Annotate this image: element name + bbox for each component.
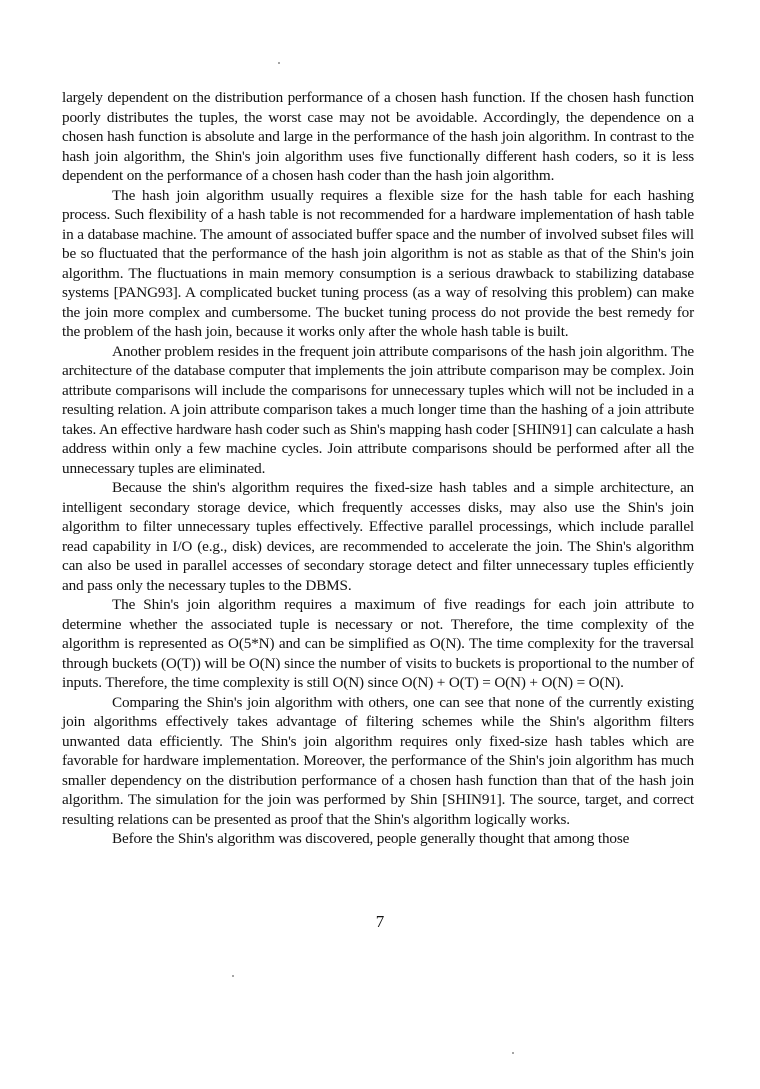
document-body [62,88,694,849]
paragraph-7: Before the Shin's algorithm was discovered, people generally thought that among those [112,830,630,847]
paragraph-1: largely dependent on the distribution performance of a chosen hash function. If the chosen hash function poorly distributes the tuples, the worst case may not be avoidable. Accordingly, the dependence on a chosen hash function is absolute and large in the performance of the hash join algorithm. In contrast to the hash join algorithm, the Shin's join algorithm uses five functionally different hash coders, so it is less dependent on the performance of a chosen hash coder than the hash join algorithm. [62,89,694,184]
page-number: 7 [375,912,385,931]
scan-speck [512,1052,514,1054]
scan-speck [278,62,280,64]
paragraph-4: Because the shin's algorithm requires the fixed-size hash tables and a simple architecture, an intelligent secondary storage device, which frequently accesses disks, may also use the Shin's join algorithm to filter unnecessary tuples effectively. Effective parallel processings, which include parallel read capability in I/O (e.g., disk) devices, are recommended to accelerate the join. The Shin's algorithm can also be used in parallel accesses of secondary storage detect and filter unnecessary tuples efficiently and pass only the necessary tuples to the DBMS. [62,479,694,594]
paragraph-3: Another problem resides in the frequent join attribute comparisons of the hash join algorithm. The architecture of the database computer that implements the join attribute comparison may be complex. Join attribute comparisons will include the comparisons for unnecessary tuples which will not be included in a resulting relation. A join attribute comparison takes a much longer time than the hashing of a join attribute takes. An effective hardware hash coder such as Shin's mapping hash coder [SHIN91] can calculate a hash address within only a few machine cycles. Join attribute comparisons should be performed after all the unnecessary tuples are eliminated. [62,342,694,477]
paragraph-6: Comparing the Shin's join algorithm with others, one can see that none of the currently existing join algorithms effectively takes advantage of filtering schemes while the Shin's algorithm filters unwanted data efficiently. The Shin's join algorithm requires only fixed-size hash tables which are favorable for hardware implementation. Moreover, the performance of the Shin's join algorithm has much smaller dependency on the distribution performance of a chosen hash function than that of the hash join algorithm. The simulation for the join was performed by Shin [SHIN91]. The source, target, and correct resulting relations can be presented as proof that the Shin's algorithm logically works. [62,693,694,828]
paragraph-2: The hash join algorithm usually requires a flexible size for the hash table for each hashing process. Such flexibility of a hash table is not recommended for a hardware implementation of hash table in a database machine. The amount of associated buffer space and the number of involved subset files will be so fluctuated that the performance of the hash join algorithm is not as stable as that of the Shin's join algorithm. The fluctuations in main memory consumption is a serious drawback to stabilizing database systems [PANG93]. A complicated bucket tuning process (as a way of resolving this problem) can make the join more complex and cumbersome. The bucket tuning process do not provide the best remedy for the problem of the hash join, because it works only after the whole hash table is built. [62,186,694,340]
paragraph-5: The Shin's join algorithm requires a maximum of five readings for each join attribute to determine whether the associated tuple is necessary or not. Therefore, the time complexity of the algorithm is represented as O(5*N) and can be simplified as O(N). The time complexity for the traversal through buckets (O(T)) will be O(N) since the number of visits to buckets is proportional to the number of inputs. Therefore, the time complexity is still O(N) since O(N) + O(T) = O(N) + O(N) = O(N). [62,596,694,691]
scan-speck [232,975,234,977]
